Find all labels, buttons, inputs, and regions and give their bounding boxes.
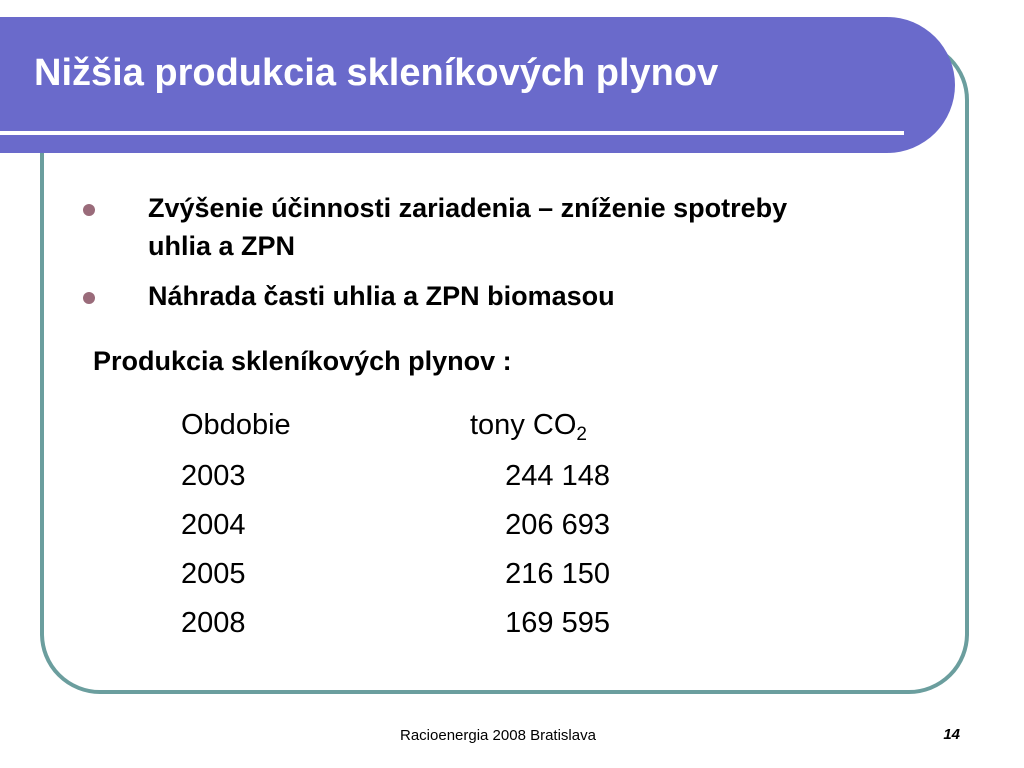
page-number: 14 [943,726,960,743]
bullet-dot [83,292,95,304]
footer-text: Racioenergia 2008 Bratislava [400,727,596,744]
row-value: 169 595 [505,607,610,639]
header-value: tony $CO_2$ [470,409,587,445]
row-period: 2008 [181,607,246,639]
bullet-text-efficiency: Zvýšenie účinnosti zariadenia – zníženie spotreby uhlia a ZPN [148,193,788,261]
bullet-dot [83,204,95,216]
row-value: 206 693 [505,509,610,541]
title-underline [0,131,904,135]
row-value: 216 150 [505,558,610,590]
header-period: Obdobie [181,409,291,441]
table-subheading: Produkcia skleníkových plynov : [93,346,512,376]
row-period: 2005 [181,558,246,590]
row-period: 2004 [181,509,246,541]
slide-title: Nižšia produkcia skleníkových plynov [34,52,719,94]
bullet-text-biomass: Náhrada časti uhlia a ZPN biomasou [148,281,615,311]
row-period: 2003 [181,460,246,492]
row-value: 244 148 [505,460,610,492]
